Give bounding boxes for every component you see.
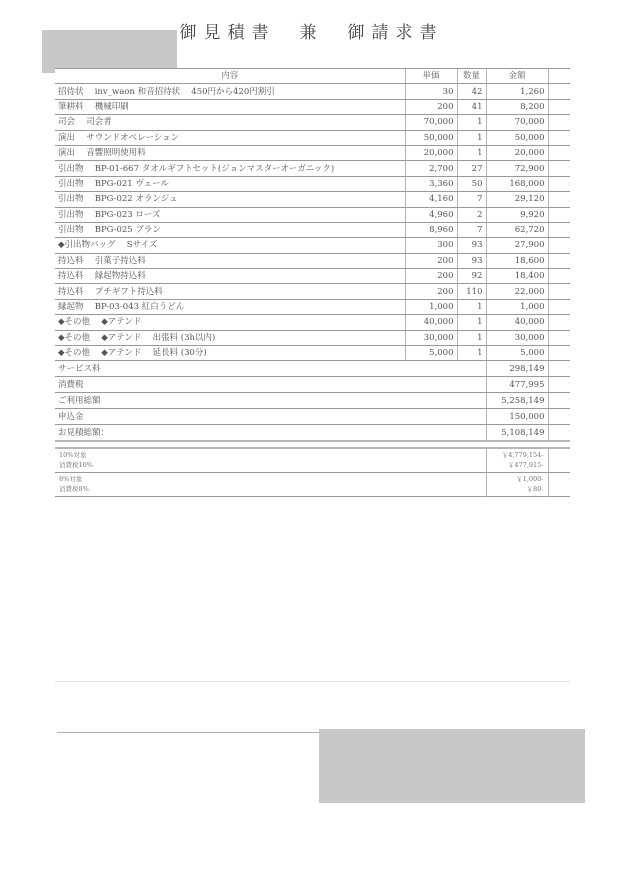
table-row — [55, 299, 570, 314]
item-amount: 72,900 — [486, 161, 548, 176]
item-description: 演出 音響照明使用料 — [55, 145, 405, 160]
table-row — [55, 176, 570, 191]
row-spacer — [548, 361, 570, 377]
item-quantity: 27 — [457, 161, 486, 176]
tax-base-amount: ￥4,779,154- — [501, 451, 544, 459]
item-unit-price: 8,960 — [405, 222, 457, 237]
item-unit-price: 30 — [405, 84, 457, 99]
item-description: 引出物 BPG-021 ヴェール — [55, 176, 405, 191]
item-description: 筆耕料 機械印刷 — [55, 99, 405, 114]
item-amount: 22,000 — [486, 284, 548, 299]
summary-amount: 477,995 — [486, 377, 548, 393]
row-spacer — [548, 192, 570, 207]
row-spacer — [548, 238, 570, 253]
summary-label: 申込金 — [55, 409, 486, 425]
item-description: 招待状 inv_waon 和音招待状 450円から420円割引 — [55, 84, 405, 99]
table-row — [55, 315, 570, 330]
tax-base-amount: ￥1,000- — [516, 475, 544, 483]
row-spacer — [548, 130, 570, 145]
table-row — [55, 253, 570, 268]
item-quantity: 93 — [457, 253, 486, 268]
tax-labels — [55, 473, 486, 497]
table-row — [55, 192, 570, 207]
row-spacer — [548, 84, 570, 99]
item-unit-price: 3,360 — [405, 176, 457, 191]
item-amount: 18,400 — [486, 269, 548, 284]
item-amount: 50,000 — [486, 130, 548, 145]
item-description: ◆その他 ◆アテンド — [55, 315, 405, 330]
table-row — [55, 130, 570, 145]
item-unit-price: 30,000 — [405, 330, 457, 345]
row-spacer — [548, 284, 570, 299]
tax-base-label: 10%対象 — [59, 451, 87, 459]
row-spacer — [548, 346, 570, 361]
summary-row — [55, 393, 570, 409]
item-quantity: 41 — [457, 99, 486, 114]
table-row — [55, 115, 570, 130]
item-description: 持込料 縁起物持込料 — [55, 269, 405, 284]
item-amount: 27,900 — [486, 238, 548, 253]
tax-row — [55, 473, 570, 497]
item-unit-price: 300 — [405, 238, 457, 253]
item-amount: 30,000 — [486, 330, 548, 345]
item-amount: 20,000 — [486, 145, 548, 160]
item-quantity: 92 — [457, 269, 486, 284]
item-unit-price: 200 — [405, 99, 457, 114]
tax-row — [55, 448, 570, 473]
summary-amount: 150,000 — [486, 409, 548, 425]
item-amount: 8,200 — [486, 99, 548, 114]
tax-labels — [55, 448, 486, 473]
table-row — [55, 145, 570, 160]
row-spacer — [548, 330, 570, 345]
item-amount: 18,600 — [486, 253, 548, 268]
row-spacer — [548, 377, 570, 393]
item-quantity: 1 — [457, 315, 486, 330]
row-spacer — [548, 315, 570, 330]
row-spacer — [548, 207, 570, 222]
item-quantity: 1 — [457, 330, 486, 345]
item-amount: 1,260 — [486, 84, 548, 99]
summary-label: 消費税 — [55, 377, 486, 393]
line-items-table — [55, 68, 570, 442]
row-spacer — [548, 269, 570, 284]
item-description: 持込料 プチギフト持込料 — [55, 284, 405, 299]
summary-amount: 5,258,149 — [486, 393, 548, 409]
tax-rate-label: 消費税10% — [59, 461, 93, 469]
item-quantity: 1 — [457, 346, 486, 361]
redacted-block-header — [42, 30, 177, 73]
tax-breakdown-table — [55, 447, 570, 497]
summary-amount: 5,108,149 — [486, 425, 548, 442]
row-spacer — [548, 145, 570, 160]
summary-row — [55, 361, 570, 377]
row-spacer — [548, 115, 570, 130]
item-unit-price: 200 — [405, 284, 457, 299]
row-spacer — [548, 393, 570, 409]
item-unit-price: 200 — [405, 269, 457, 284]
item-description: 引出物 BPG-023 ローズ — [55, 207, 405, 222]
item-quantity: 7 — [457, 192, 486, 207]
item-amount: 62,720 — [486, 222, 548, 237]
row-spacer — [548, 448, 570, 473]
item-amount: 168,000 — [486, 176, 548, 191]
header-quantity: 数量 — [457, 69, 486, 84]
tax-amounts — [486, 473, 548, 497]
item-quantity: 2 — [457, 207, 486, 222]
item-unit-price: 40,000 — [405, 315, 457, 330]
item-description: 引出物 BP-01-667 タオルギフトセット(ジョンマスターオーガニック) — [55, 161, 405, 176]
item-description: 持込料 引菓子持込料 — [55, 253, 405, 268]
table-row — [55, 284, 570, 299]
row-spacer — [548, 299, 570, 314]
item-unit-price: 50,000 — [405, 130, 457, 145]
table-row — [55, 238, 570, 253]
item-unit-price: 4,960 — [405, 207, 457, 222]
item-quantity: 1 — [457, 145, 486, 160]
summary-amount: 298,149 — [486, 361, 548, 377]
summary-label: お見積総額： — [55, 425, 486, 442]
table-header-row — [55, 69, 570, 84]
table-row — [55, 346, 570, 361]
row-spacer — [548, 409, 570, 425]
item-unit-price: 20,000 — [405, 145, 457, 160]
summary-label: ご利用総額 — [55, 393, 486, 409]
item-quantity: 7 — [457, 222, 486, 237]
summary-row — [55, 409, 570, 425]
item-quantity: 1 — [457, 299, 486, 314]
item-quantity: 42 — [457, 84, 486, 99]
item-unit-price: 70,000 — [405, 115, 457, 130]
table-row — [55, 84, 570, 99]
table-row — [55, 99, 570, 114]
row-spacer — [548, 161, 570, 176]
row-spacer — [548, 253, 570, 268]
summary-label: サービス料 — [55, 361, 486, 377]
redacted-block-footer — [319, 729, 585, 803]
item-quantity: 110 — [457, 284, 486, 299]
item-amount: 5,000 — [486, 346, 548, 361]
header-description: 内容 — [55, 69, 405, 84]
item-quantity: 1 — [457, 130, 486, 145]
tax-rate-amount: ￥477,915- — [507, 461, 544, 469]
table-row — [55, 330, 570, 345]
item-quantity: 50 — [457, 176, 486, 191]
item-description: 引出物 BPG-022 オランジュ — [55, 192, 405, 207]
row-spacer — [548, 176, 570, 191]
item-description: ◆その他 ◆アテンド 延長料 (30分) — [55, 346, 405, 361]
row-spacer — [548, 425, 570, 442]
section-divider — [55, 681, 570, 682]
summary-row — [55, 425, 570, 442]
row-spacer — [548, 99, 570, 114]
item-unit-price: 4,160 — [405, 192, 457, 207]
row-spacer — [548, 473, 570, 497]
table-row — [55, 222, 570, 237]
table-row — [55, 207, 570, 222]
item-amount: 1,000 — [486, 299, 548, 314]
item-unit-price: 1,000 — [405, 299, 457, 314]
summary-row — [55, 377, 570, 393]
item-unit-price: 5,000 — [405, 346, 457, 361]
item-amount: 29,120 — [486, 192, 548, 207]
tax-base-label: 8%対象 — [59, 475, 83, 483]
document-title: 御見積書 兼 御請求書 — [179, 23, 444, 43]
row-spacer — [548, 222, 570, 237]
item-description: 縁起物 BP-03-043 紅白うどん — [55, 299, 405, 314]
header-spacer — [548, 69, 570, 84]
header-unit-price: 単価 — [405, 69, 457, 84]
item-amount: 70,000 — [486, 115, 548, 130]
item-quantity: 1 — [457, 115, 486, 130]
tax-rate-label: 消費税8% — [59, 485, 89, 493]
table-row — [55, 161, 570, 176]
item-description: ◆その他 ◆アテンド 出張料 (3h以内) — [55, 330, 405, 345]
item-unit-price: 200 — [405, 253, 457, 268]
header-amount: 金額 — [486, 69, 548, 84]
item-amount: 9,920 — [486, 207, 548, 222]
item-description: 司会 司会者 — [55, 115, 405, 130]
item-description: ◆引出物バッグ Sサイズ — [55, 238, 405, 253]
tax-rate-amount: ￥80- — [526, 485, 544, 493]
item-description: 引出物 BPG-025 ブラン — [55, 222, 405, 237]
tax-amounts — [486, 448, 548, 473]
item-quantity: 93 — [457, 238, 486, 253]
item-amount: 40,000 — [486, 315, 548, 330]
item-description: 演出 サウンドオペレーション — [55, 130, 405, 145]
item-unit-price: 2,700 — [405, 161, 457, 176]
table-row — [55, 269, 570, 284]
signature-line — [57, 732, 319, 733]
